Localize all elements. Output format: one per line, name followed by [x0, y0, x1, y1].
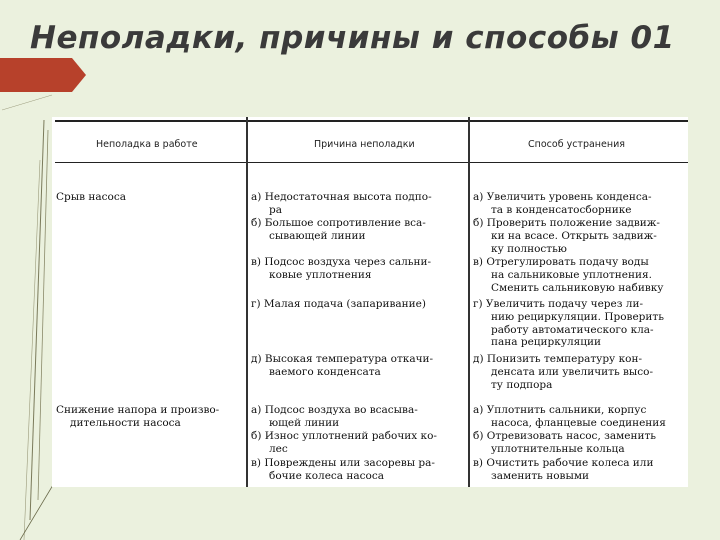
cause-c: в) Подсос воздуха через сальни- ковые уплотнения — [251, 256, 432, 281]
cause-a: а) Недостаточная высота подпо- ра — [251, 191, 432, 216]
header-divider — [55, 162, 688, 163]
title-accent-arrow — [72, 58, 86, 92]
table-top-border — [55, 120, 688, 122]
slide-title: Неполадки, причины и способы 01 — [30, 20, 675, 56]
remedy-c-2: в) Очистить рабочие колеса или заменить новыми — [473, 457, 654, 482]
remedy-c: в) Отрегулировать подачу воды на сальниковые уплотнения. Сменить сальниковую набивку — [473, 256, 664, 294]
remedy-a: а) Увеличить уровень конденса- та в конденсатосборнике — [473, 191, 652, 216]
header-remedy: Способ устранения — [528, 139, 625, 150]
column-divider-1 — [246, 117, 248, 487]
fault-pump-breakdown: Срыв насоса — [56, 191, 126, 203]
cause-e: д) Высокая температура откачи- ваемого конденсата — [251, 353, 434, 378]
cause-a-2: а) Подсос воздуха во всасыва- ющей линии — [251, 404, 418, 429]
cause-b-2: б) Износ уплотнений рабочих ко- лес — [251, 430, 437, 455]
header-fault: Неполадка в работе — [96, 139, 198, 150]
remedy-e: д) Понизить температуру кон- денсата или увеличить высо- ту подпора — [473, 353, 654, 391]
troubleshooting-table — [52, 117, 688, 487]
title-accent-bar — [0, 58, 72, 92]
header-cause: Причина неполадки — [314, 139, 415, 150]
cause-c-2: в) Повреждены или засоревы ра- бочие колеса насоса — [251, 457, 435, 482]
fault-pressure-drop: Снижение напора и произво- дительности насоса — [56, 404, 220, 429]
cause-d: г) Малая подача (запаривание) — [251, 298, 426, 310]
remedy-a-2: а) Уплотнить сальники, корпус насоса, фланцевые соединения — [473, 404, 666, 429]
column-divider-2 — [468, 117, 470, 487]
remedy-d: г) Увеличить подачу через ли- нию рециркуляции. Проверить работу автоматического кла- пана рециркуляции — [473, 298, 664, 349]
remedy-b: б) Проверить положение задвиж- ки на всасе. Открыть задвиж- ку полностью — [473, 217, 660, 255]
remedy-b-2: б) Отревизовать насос, заменить уплотнительные кольца — [473, 430, 657, 455]
cause-b: б) Большое сопротивление вса- сывающей линии — [251, 217, 426, 242]
